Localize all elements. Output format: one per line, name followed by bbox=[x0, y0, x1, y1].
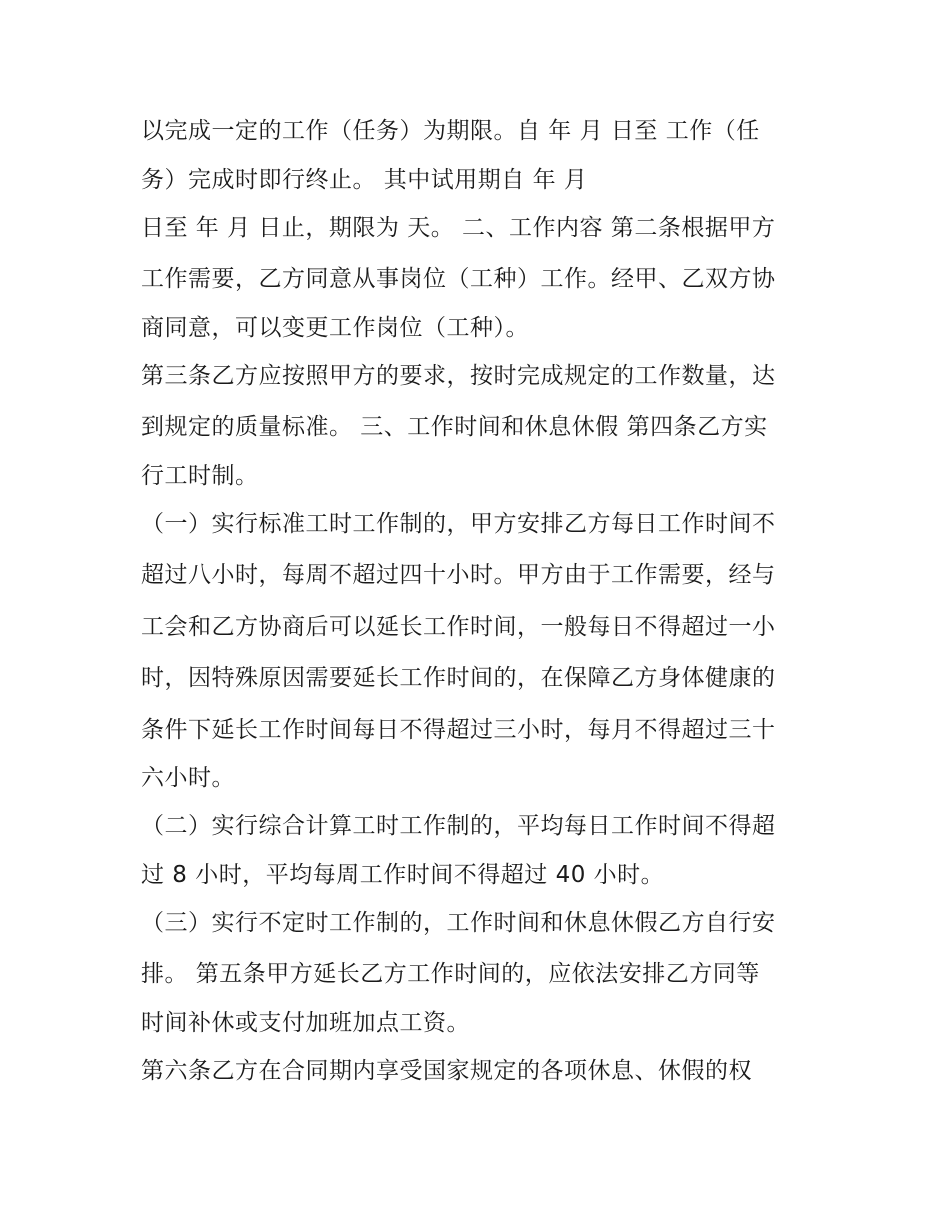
text-line: （一）实行标准工时工作制的，甲方安排乙方每日工作时间不 bbox=[141, 510, 776, 537]
text-line: 条件下延长工作时间每日不得超过三小时，每月不得超过三十 bbox=[141, 716, 776, 743]
text-line: 以完成一定的工作（任务）为期限。自 年 月 日至 工作（任 bbox=[141, 118, 760, 144]
text-line: 到规定的质量标准。 三、工作时间和休息休假 第四条乙方实 bbox=[141, 414, 768, 440]
text-line: 日至 年 月 日止，期限为 天。 二、工作内容 第二条根据甲方 bbox=[141, 214, 776, 241]
text-line: 商同意，可以变更工作岗位（工种）。 bbox=[141, 314, 529, 341]
text-line: 过 8 小时，平均每周工作时间不得超过 40 小时。 bbox=[141, 861, 665, 888]
text-line: 时间补休或支付加班加点工资。 bbox=[141, 1009, 470, 1036]
text-line: 工会和乙方协商后可以延长工作时间，一般每日不得超过一小 bbox=[141, 613, 776, 640]
text-line: 六小时。 bbox=[141, 765, 235, 791]
text-line: 排。 第五条甲方延长乙方工作时间的，应依法安排乙方同等 bbox=[141, 961, 760, 987]
text-line: 时，因特殊原因需要延长工作时间的，在保障乙方身体健康的 bbox=[141, 665, 776, 691]
text-line: 第三条乙方应按照甲方的要求，按时完成规定的工作数量，达 bbox=[141, 362, 776, 389]
text-line: 第六条乙方在合同期内享受国家规定的各项休息、休假的权 bbox=[141, 1057, 752, 1084]
contract-body-text bbox=[141, 106, 821, 1097]
text-line: 务）完成时即行终止。 其中试用期自 年 月 bbox=[141, 166, 588, 193]
text-line: 行工时制。 bbox=[141, 462, 259, 489]
text-line: （三）实行不定时工作制的，工作时间和休息休假乙方自行安 bbox=[141, 909, 776, 936]
text-line: （二）实行综合计算工时工作制的，平均每日工作时间不得超 bbox=[141, 813, 776, 839]
text-line: 工作需要，乙方同意从事岗位（工种）工作。经甲、乙双方协 bbox=[141, 266, 776, 292]
text-line: 超过八小时，每周不超过四十小时。甲方由于工作需要，经与 bbox=[141, 562, 776, 588]
